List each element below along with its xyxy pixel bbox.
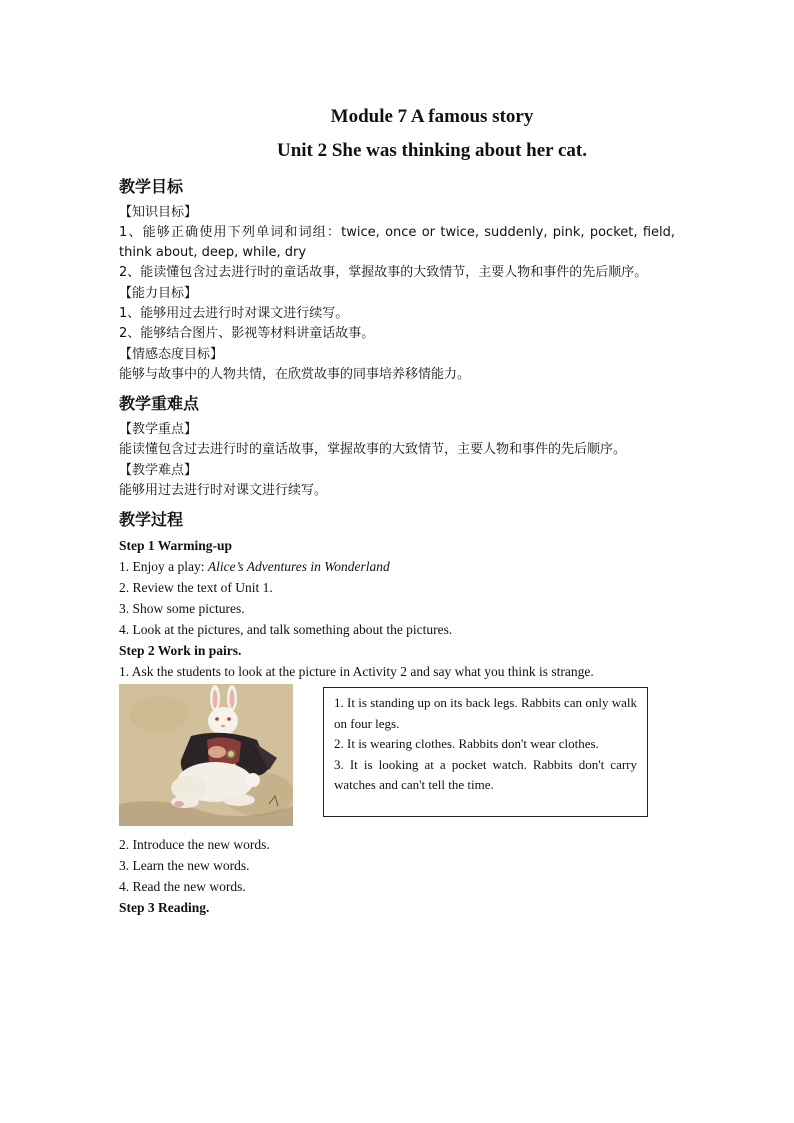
teaching-focus-text: 能读懂包含过去进行时的童话故事，掌握故事的大致情节，主要人物和事件的先后顺序。 bbox=[119, 442, 627, 457]
module-title: Module 7 A famous story bbox=[330, 106, 534, 127]
process-heading: 教学过程 bbox=[119, 510, 184, 529]
white-rabbit-illustration bbox=[119, 684, 293, 826]
knowledge-goal-2: 2、能读懂包含过去进行时的童话故事，掌握故事的大致情节，主要人物和事件的先后顺序。 bbox=[119, 265, 648, 280]
picture-row bbox=[119, 684, 675, 834]
box-line-1: 1. It is standing up on its back legs. Rabbits can only walk on four legs. bbox=[334, 695, 637, 731]
step-1-item-4: 4. Look at the pictures, and talk something about the pictures. bbox=[119, 622, 453, 637]
step-2-item-2: 2. Introduce the new words. bbox=[119, 837, 270, 852]
step-2-item-3: 3. Learn the new words. bbox=[119, 858, 250, 873]
document-page bbox=[119, 104, 675, 918]
key-points-section bbox=[119, 393, 675, 501]
key-points-heading: 教学重难点 bbox=[119, 394, 200, 413]
step-1-item-2: 2. Review the text of Unit 1. bbox=[119, 580, 273, 595]
teaching-process-section bbox=[119, 509, 675, 918]
teaching-goals-section bbox=[119, 176, 675, 385]
step-2-title: Step 2 Work in pairs. bbox=[119, 643, 242, 658]
unit-title: Unit 2 She was thinking about her cat. bbox=[276, 140, 588, 161]
ability-goals-label: 【能力目标】 bbox=[119, 286, 198, 301]
box-line-3: 3. It is looking at a pocket watch. Rabbits don't carry watches and can't tell the time. bbox=[334, 756, 637, 793]
knowledge-goals-label: 【知识目标】 bbox=[119, 205, 198, 220]
step-1-item-1-text: 1. Enjoy a play: bbox=[119, 559, 208, 574]
emotion-goals-label: 【情感态度目标】 bbox=[119, 347, 224, 362]
teaching-difficulty-label: 【教学难点】 bbox=[119, 463, 198, 478]
teaching-focus-label: 【教学重点】 bbox=[119, 422, 198, 437]
strange-things-box bbox=[323, 687, 648, 817]
play-title: Alice’s Adventures in Wonderland bbox=[207, 559, 390, 574]
ability-goal-2: 2、能够结合图片、影视等材料讲童话故事。 bbox=[119, 326, 375, 341]
step-1-item-1 bbox=[119, 556, 675, 577]
teaching-difficulty-text: 能够用过去进行时对课文进行续写。 bbox=[119, 483, 328, 498]
ability-goal-1: 1、能够用过去进行时对课文进行续写。 bbox=[119, 306, 349, 321]
emotion-goal-1: 能够与故事中的人物共情，在欣赏故事的同事培养移情能力。 bbox=[119, 367, 471, 382]
step-1-item-3: 3. Show some pictures. bbox=[119, 601, 245, 616]
box-line-2: 2. It is wearing clothes. Rabbits don't wear clothes. bbox=[334, 736, 599, 752]
step-3-title: Step 3 Reading. bbox=[119, 900, 210, 915]
step-2-item-1: 1. Ask the students to look at the picture in Activity 2 and say what you think is strange. bbox=[119, 664, 594, 679]
knowledge-goal-1: 1、能够正确使用下列单词和词组：twice, once or twice, suddenly, pink, pocket, field, think about, deep, while, dry bbox=[119, 225, 675, 260]
step-2-item-4: 4. Read the new words. bbox=[119, 879, 246, 894]
step-1-title: Step 1 Warming-up bbox=[119, 538, 233, 553]
goals-heading: 教学目标 bbox=[119, 177, 184, 196]
